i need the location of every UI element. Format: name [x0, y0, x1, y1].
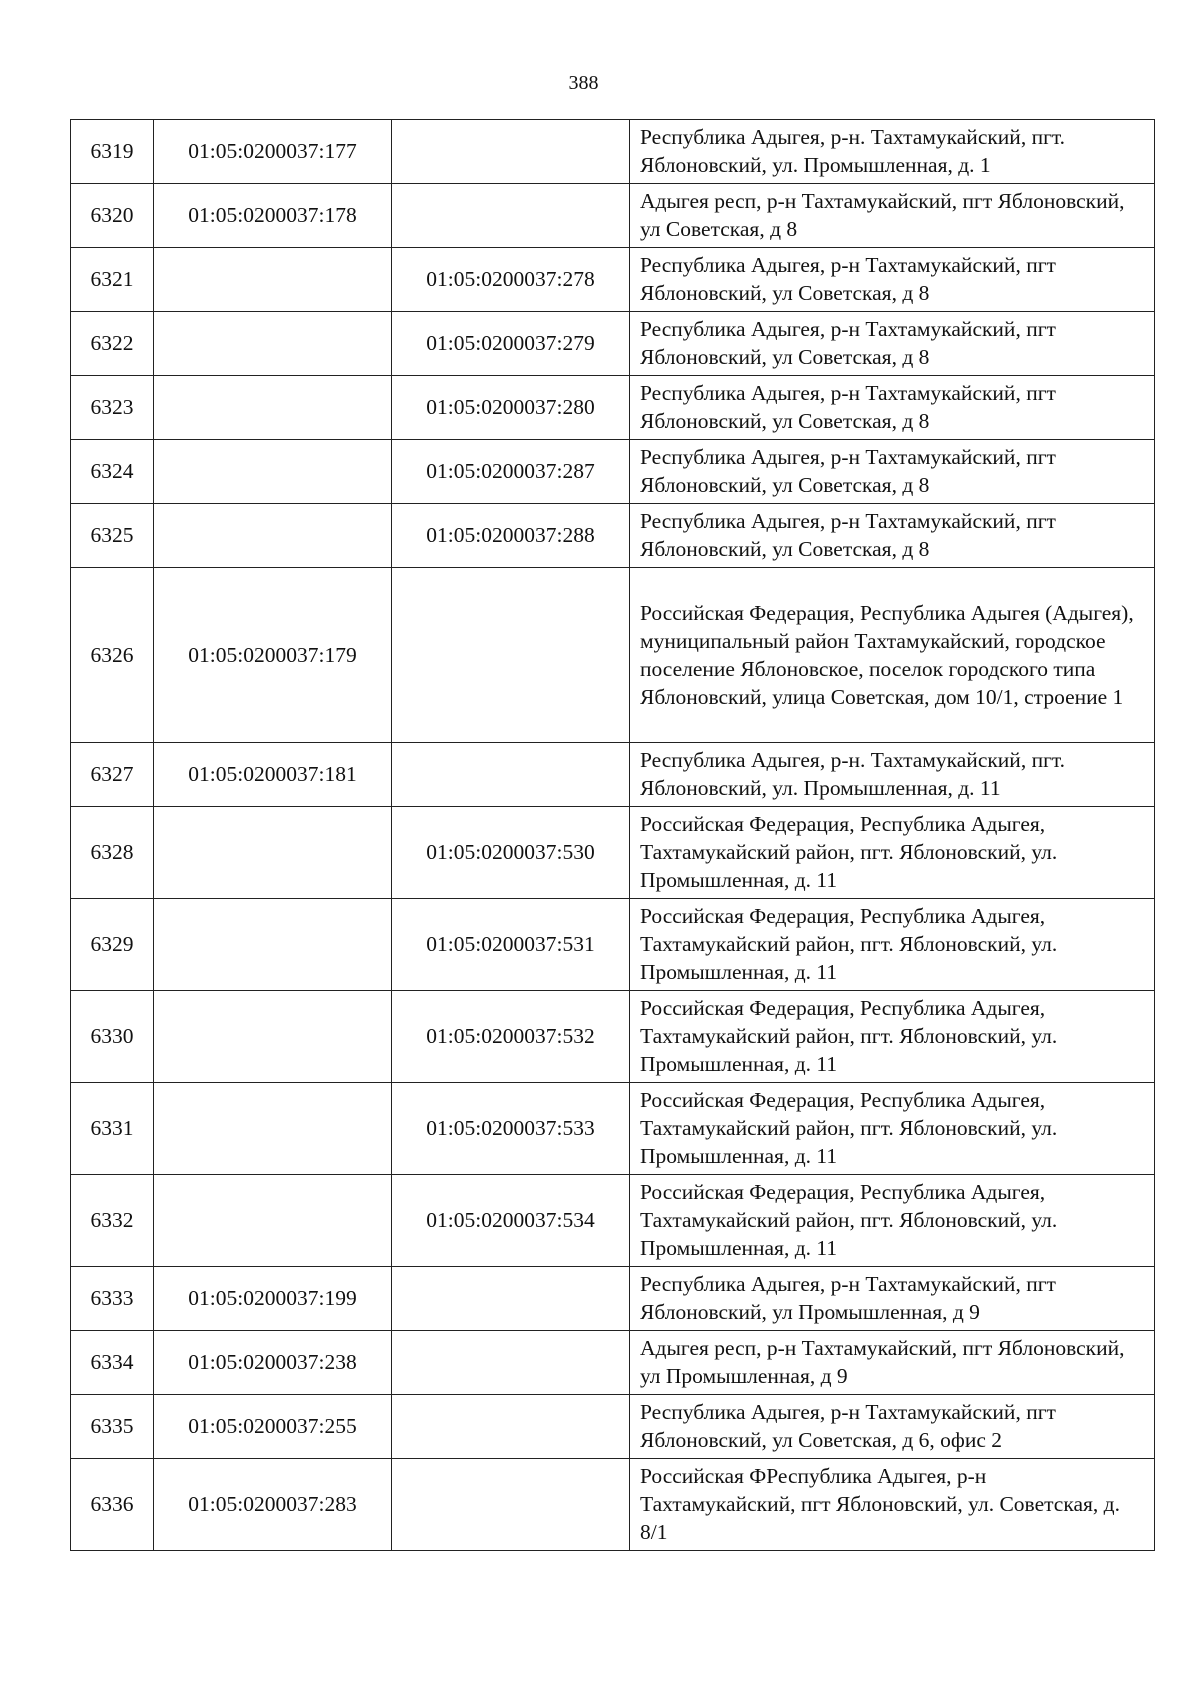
cadastral-number-cell	[154, 1083, 392, 1175]
row-number-cell: 6330	[71, 991, 154, 1083]
related-cadastral-number-cell: 01:05:0200037:532	[392, 991, 630, 1083]
cadastral-number-cell: 01:05:0200037:181	[154, 743, 392, 807]
address-cell: Российская Федерация, Республика Адыгея, Тахтамукайский район, пгт. Яблоновский, ул. Промышленная, д. 11	[630, 899, 1155, 991]
cadastral-number-cell	[154, 504, 392, 568]
address-cell: Республика Адыгея, р-н Тахтамукайский, пгт Яблоновский, ул Советская, д 8	[630, 312, 1155, 376]
address-cell: Республика Адыгея, р-н Тахтамукайский, пгт Яблоновский, ул Промышленная, д 9	[630, 1267, 1155, 1331]
related-cadastral-number-cell: 01:05:0200037:530	[392, 807, 630, 899]
table-row	[71, 120, 1155, 184]
cadastral-number-cell: 01:05:0200037:255	[154, 1395, 392, 1459]
related-cadastral-number-cell	[392, 1267, 630, 1331]
address-cell: Российская ФРеспублика Адыгея, р-н Тахтамукайский, пгт Яблоновский, ул. Советская, д. 8/1	[630, 1459, 1155, 1551]
table-row	[71, 1459, 1155, 1551]
address-cell: Республика Адыгея, р-н Тахтамукайский, пгт Яблоновский, ул Советская, д 8	[630, 248, 1155, 312]
cadastral-number-cell: 01:05:0200037:177	[154, 120, 392, 184]
related-cadastral-number-cell: 01:05:0200037:287	[392, 440, 630, 504]
address-cell: Российская Федерация, Республика Адыгея, Тахтамукайский район, пгт. Яблоновский, ул. Промышленная, д. 11	[630, 1083, 1155, 1175]
related-cadastral-number-cell: 01:05:0200037:533	[392, 1083, 630, 1175]
address-cell: Республика Адыгея, р-н Тахтамукайский, пгт Яблоновский, ул Советская, д 6, офис 2	[630, 1395, 1155, 1459]
cadastral-number-cell	[154, 312, 392, 376]
address-cell: Российская Федерация, Республика Адыгея (Адыгея), муниципальный район Тахтамукайский, городское поселение Яблоновское, поселок городского типа Яблоновский, улица Советская, дом 10/1, строение 1	[630, 568, 1155, 743]
row-number-cell: 6335	[71, 1395, 154, 1459]
related-cadastral-number-cell	[392, 1459, 630, 1551]
related-cadastral-number-cell	[392, 184, 630, 248]
row-number-cell: 6331	[71, 1083, 154, 1175]
row-number-cell: 6324	[71, 440, 154, 504]
table-row	[71, 1331, 1155, 1395]
table-row	[71, 1175, 1155, 1267]
related-cadastral-number-cell: 01:05:0200037:534	[392, 1175, 630, 1267]
related-cadastral-number-cell: 01:05:0200037:278	[392, 248, 630, 312]
address-cell: Российская Федерация, Республика Адыгея, Тахтамукайский район, пгт. Яблоновский, ул. Промышленная, д. 11	[630, 1175, 1155, 1267]
table-row	[71, 440, 1155, 504]
table-row	[71, 807, 1155, 899]
table-row	[71, 991, 1155, 1083]
row-number-cell: 6319	[71, 120, 154, 184]
table-row	[71, 899, 1155, 991]
row-number-cell: 6333	[71, 1267, 154, 1331]
row-number-cell: 6326	[71, 568, 154, 743]
related-cadastral-number-cell	[392, 1331, 630, 1395]
address-cell: Республика Адыгея, р-н Тахтамукайский, пгт Яблоновский, ул Советская, д 8	[630, 440, 1155, 504]
related-cadastral-number-cell	[392, 743, 630, 807]
cadastral-number-cell: 01:05:0200037:283	[154, 1459, 392, 1551]
table-row	[71, 743, 1155, 807]
table-row	[71, 184, 1155, 248]
related-cadastral-number-cell: 01:05:0200037:288	[392, 504, 630, 568]
table-row	[71, 1083, 1155, 1175]
address-cell: Республика Адыгея, р-н. Тахтамукайский, пгт. Яблоновский, ул. Промышленная, д. 11	[630, 743, 1155, 807]
row-number-cell: 6332	[71, 1175, 154, 1267]
row-number-cell: 6328	[71, 807, 154, 899]
related-cadastral-number-cell	[392, 568, 630, 743]
cadastral-number-cell: 01:05:0200037:199	[154, 1267, 392, 1331]
row-number-cell: 6327	[71, 743, 154, 807]
cadastral-number-cell	[154, 899, 392, 991]
table-row	[71, 376, 1155, 440]
cadastral-registry-table	[70, 119, 1155, 1551]
row-number-cell: 6321	[71, 248, 154, 312]
cadastral-number-cell: 01:05:0200037:178	[154, 184, 392, 248]
address-cell: Российская Федерация, Республика Адыгея, Тахтамукайский район, пгт. Яблоновский, ул. Промышленная, д. 11	[630, 991, 1155, 1083]
row-number-cell: 6320	[71, 184, 154, 248]
related-cadastral-number-cell: 01:05:0200037:279	[392, 312, 630, 376]
cadastral-number-cell: 01:05:0200037:179	[154, 568, 392, 743]
row-number-cell: 6336	[71, 1459, 154, 1551]
cadastral-number-cell	[154, 376, 392, 440]
cadastral-number-cell: 01:05:0200037:238	[154, 1331, 392, 1395]
cadastral-number-cell	[154, 248, 392, 312]
page-number: 388	[568, 72, 599, 94]
row-number-cell: 6334	[71, 1331, 154, 1395]
related-cadastral-number-cell: 01:05:0200037:531	[392, 899, 630, 991]
cadastral-number-cell	[154, 440, 392, 504]
cadastral-number-cell	[154, 807, 392, 899]
address-cell: Российская Федерация, Республика Адыгея, Тахтамукайский район, пгт. Яблоновский, ул. Промышленная, д. 11	[630, 807, 1155, 899]
table-row	[71, 1267, 1155, 1331]
related-cadastral-number-cell	[392, 120, 630, 184]
address-cell: Республика Адыгея, р-н Тахтамукайский, пгт Яблоновский, ул Советская, д 8	[630, 504, 1155, 568]
address-cell: Республика Адыгея, р-н Тахтамукайский, пгт Яблоновский, ул Советская, д 8	[630, 376, 1155, 440]
cadastral-number-cell	[154, 1175, 392, 1267]
table-row	[71, 504, 1155, 568]
cadastral-number-cell	[154, 991, 392, 1083]
row-number-cell: 6322	[71, 312, 154, 376]
table-row	[71, 1395, 1155, 1459]
related-cadastral-number-cell: 01:05:0200037:280	[392, 376, 630, 440]
table-row	[71, 248, 1155, 312]
table-row	[71, 568, 1155, 743]
table-body	[71, 120, 1155, 1551]
row-number-cell: 6329	[71, 899, 154, 991]
related-cadastral-number-cell	[392, 1395, 630, 1459]
address-cell: Республика Адыгея, р-н. Тахтамукайский, пгт. Яблоновский, ул. Промышленная, д. 1	[630, 120, 1155, 184]
row-number-cell: 6325	[71, 504, 154, 568]
address-cell: Адыгея респ, р-н Тахтамукайский, пгт Яблоновский, ул Советская, д 8	[630, 184, 1155, 248]
row-number-cell: 6323	[71, 376, 154, 440]
table-row	[71, 312, 1155, 376]
address-cell: Адыгея респ, р-н Тахтамукайский, пгт Яблоновский, ул Промышленная, д 9	[630, 1331, 1155, 1395]
